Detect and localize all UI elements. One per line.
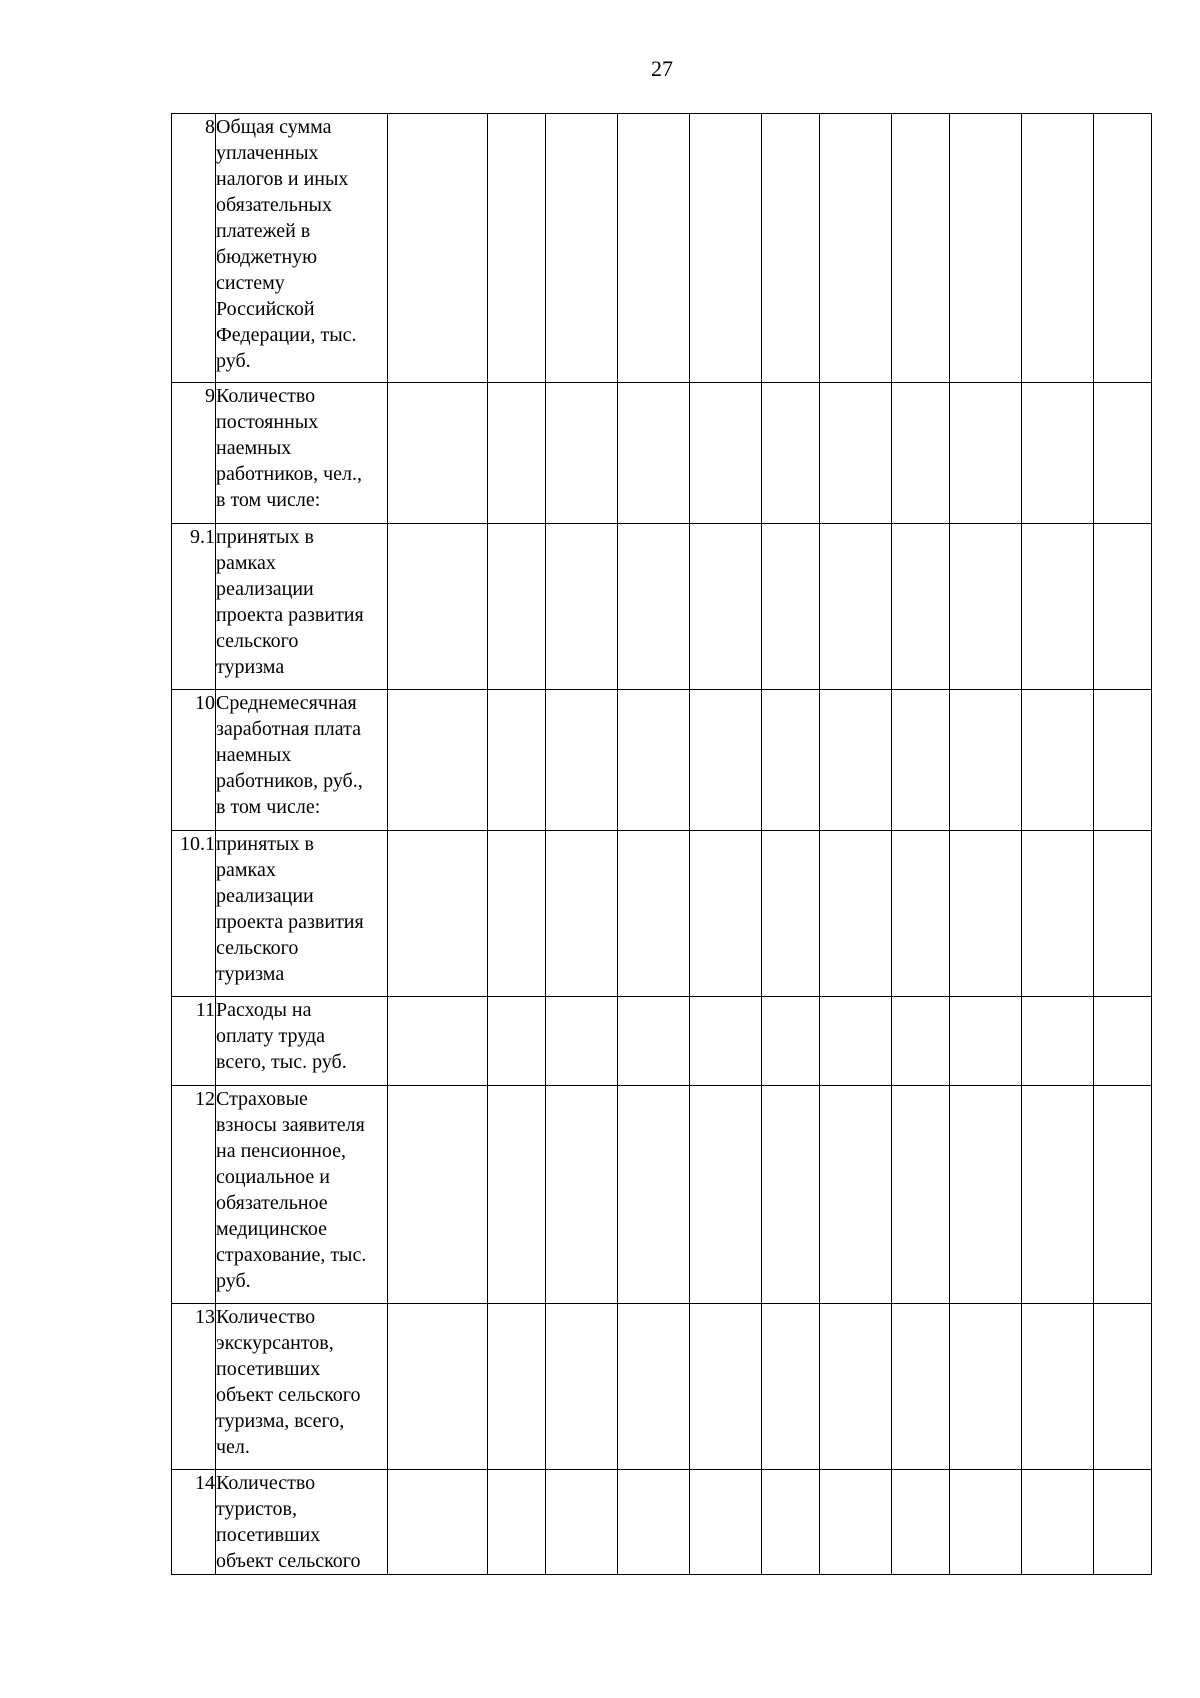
value-cell	[892, 997, 950, 1086]
value-cell	[950, 1086, 1022, 1304]
value-cell	[762, 1304, 820, 1470]
row-indicator-label: Страховые взносы заявителя на пенсионное, социальное и обязательное медицинское страхование, тыс. руб.	[216, 1086, 388, 1304]
value-cell	[820, 1086, 892, 1304]
row-number: 13	[172, 1304, 216, 1470]
value-cell	[388, 690, 488, 831]
value-cell	[690, 524, 762, 690]
value-cell	[388, 1470, 488, 1575]
value-cell	[892, 690, 950, 831]
value-cell	[950, 524, 1022, 690]
value-cell	[546, 690, 618, 831]
value-cell	[892, 1470, 950, 1575]
value-cell	[690, 831, 762, 997]
row-indicator-label: Количество туристов, посетивших объект сельского	[216, 1470, 388, 1575]
page-number: 27	[651, 56, 673, 81]
value-cell	[546, 831, 618, 997]
row-indicator-label: Расходы на оплату труда всего, тыс. руб.	[216, 997, 388, 1086]
value-cell	[1022, 690, 1094, 831]
value-cell	[820, 1470, 892, 1575]
row-indicator-label: принятых в рамках реализации проекта развития сельского туризма	[216, 524, 388, 690]
row-number: 8	[172, 114, 216, 383]
table-row	[172, 1470, 1152, 1575]
table-row	[172, 524, 1152, 690]
value-cell	[546, 1304, 618, 1470]
value-cell	[388, 524, 488, 690]
value-cell	[1094, 1086, 1152, 1304]
value-cell	[690, 1304, 762, 1470]
value-cell	[546, 997, 618, 1086]
value-cell	[690, 1086, 762, 1304]
value-cell	[1022, 114, 1094, 383]
value-cell	[762, 1086, 820, 1304]
value-cell	[690, 383, 762, 524]
value-cell	[618, 1304, 690, 1470]
value-cell	[388, 1304, 488, 1470]
value-cell	[388, 383, 488, 524]
value-cell	[488, 524, 546, 690]
value-cell	[388, 114, 488, 383]
value-cell	[488, 1086, 546, 1304]
row-indicator-label: принятых в рамках реализации проекта развития сельского туризма	[216, 831, 388, 997]
value-cell	[950, 831, 1022, 997]
value-cell	[820, 524, 892, 690]
value-cell	[618, 383, 690, 524]
value-cell	[892, 1086, 950, 1304]
table-row	[172, 114, 1152, 383]
value-cell	[820, 114, 892, 383]
value-cell	[950, 114, 1022, 383]
value-cell	[546, 524, 618, 690]
value-cell	[618, 690, 690, 831]
value-cell	[820, 997, 892, 1086]
indicators-table	[171, 113, 1152, 1575]
value-cell	[762, 524, 820, 690]
value-cell	[892, 524, 950, 690]
value-cell	[488, 997, 546, 1086]
value-cell	[762, 383, 820, 524]
value-cell	[1022, 1470, 1094, 1575]
value-cell	[488, 1304, 546, 1470]
value-cell	[950, 1304, 1022, 1470]
value-cell	[892, 114, 950, 383]
table-body	[172, 114, 1152, 1575]
value-cell	[1022, 997, 1094, 1086]
value-cell	[950, 383, 1022, 524]
value-cell	[546, 1470, 618, 1575]
table-row	[172, 997, 1152, 1086]
value-cell	[1094, 997, 1152, 1086]
value-cell	[618, 1470, 690, 1575]
value-cell	[546, 383, 618, 524]
row-number: 9.1	[172, 524, 216, 690]
value-cell	[488, 383, 546, 524]
value-cell	[618, 114, 690, 383]
value-cell	[618, 524, 690, 690]
value-cell	[1094, 383, 1152, 524]
value-cell	[820, 1304, 892, 1470]
value-cell	[892, 383, 950, 524]
value-cell	[820, 831, 892, 997]
value-cell	[690, 997, 762, 1086]
value-cell	[820, 383, 892, 524]
row-indicator-label: Количество постоянных наемных работников, чел., в том числе:	[216, 383, 388, 524]
value-cell	[762, 114, 820, 383]
value-cell	[488, 831, 546, 997]
value-cell	[690, 114, 762, 383]
value-cell	[1022, 383, 1094, 524]
value-cell	[1022, 1304, 1094, 1470]
value-cell	[950, 997, 1022, 1086]
value-cell	[618, 1086, 690, 1304]
value-cell	[892, 1304, 950, 1470]
value-cell	[618, 997, 690, 1086]
value-cell	[388, 831, 488, 997]
value-cell	[892, 831, 950, 997]
row-number: 11	[172, 997, 216, 1086]
value-cell	[690, 690, 762, 831]
row-number: 9	[172, 383, 216, 524]
row-number: 10	[172, 690, 216, 831]
value-cell	[546, 114, 618, 383]
value-cell	[762, 997, 820, 1086]
table-row	[172, 690, 1152, 831]
row-number: 14	[172, 1470, 216, 1575]
table-row	[172, 831, 1152, 997]
row-indicator-label: Среднемесячная заработная плата наемных работников, руб., в том числе:	[216, 690, 388, 831]
value-cell	[388, 1086, 488, 1304]
table-row	[172, 383, 1152, 524]
value-cell	[488, 690, 546, 831]
value-cell	[762, 1470, 820, 1575]
value-cell	[488, 1470, 546, 1575]
value-cell	[488, 114, 546, 383]
table-row	[172, 1304, 1152, 1470]
value-cell	[1094, 524, 1152, 690]
row-indicator-label: Общая сумма уплаченных налогов и иных обязательных платежей в бюджетную систему Российской Федерации, тыс. руб.	[216, 114, 388, 383]
row-number: 12	[172, 1086, 216, 1304]
value-cell	[388, 997, 488, 1086]
value-cell	[1094, 690, 1152, 831]
value-cell	[950, 1470, 1022, 1575]
value-cell	[1094, 831, 1152, 997]
value-cell	[950, 690, 1022, 831]
value-cell	[762, 690, 820, 831]
row-indicator-label: Количество экскурсантов, посетивших объект сельского туризма, всего, чел.	[216, 1304, 388, 1470]
value-cell	[1022, 1086, 1094, 1304]
value-cell	[618, 831, 690, 997]
value-cell	[1094, 1304, 1152, 1470]
value-cell	[762, 831, 820, 997]
value-cell	[1022, 831, 1094, 997]
row-number: 10.1	[172, 831, 216, 997]
value-cell	[1022, 524, 1094, 690]
table-row	[172, 1086, 1152, 1304]
value-cell	[546, 1086, 618, 1304]
value-cell	[1094, 114, 1152, 383]
value-cell	[690, 1470, 762, 1575]
value-cell	[820, 690, 892, 831]
value-cell	[1094, 1470, 1152, 1575]
